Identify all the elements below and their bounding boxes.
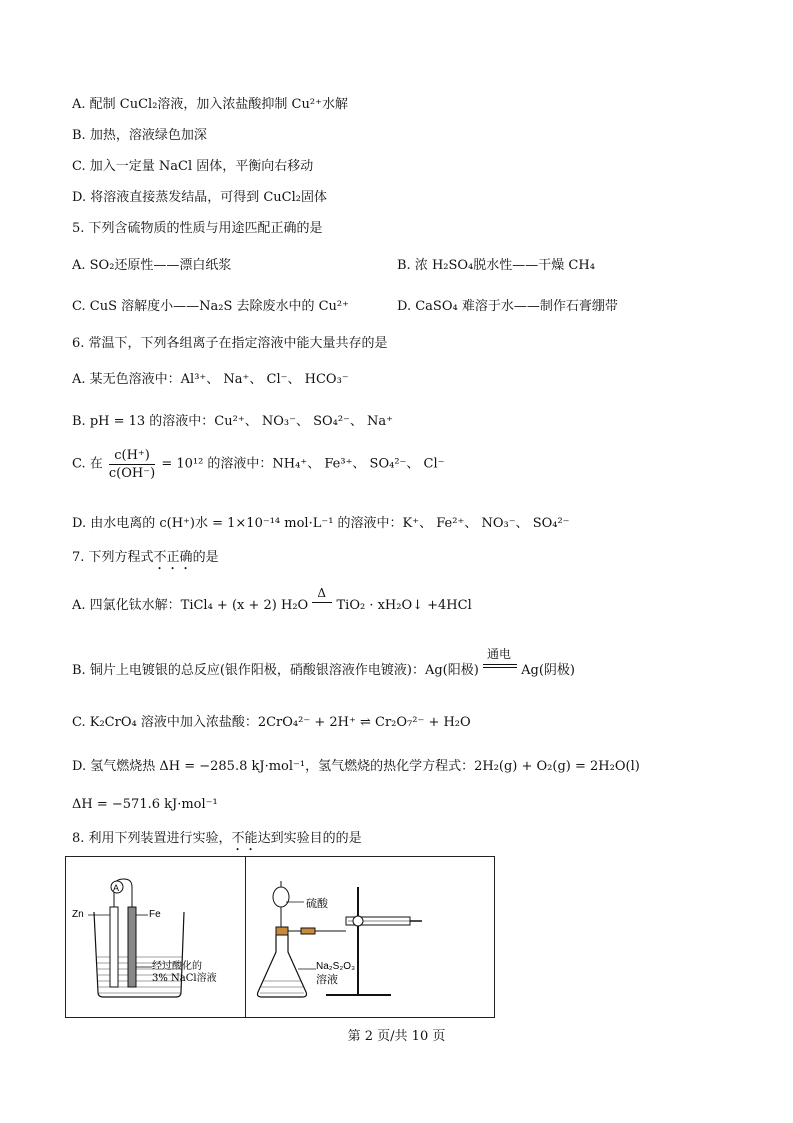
q7-a-reactants: A. 四氯化钛水解：TiCl₄ + (x + 2) H₂O (72, 598, 309, 613)
page-footer: 第 2 页/共 10 页 (347, 1029, 446, 1044)
solution-label-line1: 经过酸化的 (152, 961, 202, 972)
q4-option-b: B. 加热，溶液绿色加深 (72, 128, 207, 143)
q4-option-d: D. 将溶液直接蒸发结晶，可得到 CuCl₂固体 (72, 190, 327, 205)
q7-a-products: TiO₂ · xH₂O↓ +4HCl (336, 598, 472, 613)
q5-option-c: C. CuS 溶解度小——Na₂S 去除废水中的 Cu²⁺ (72, 299, 350, 314)
q6-stem: 6. 常温下，下列各组离子在指定溶液中能大量共存的是 (72, 336, 388, 351)
fe-electrode (128, 907, 136, 987)
q8-stem (72, 830, 362, 854)
q6-c-prefix: C. 在 (72, 456, 103, 472)
q6-option-b: B. pH = 13 的溶液中：Cu²⁺、 NO₃⁻、 SO₄²⁻、 Na⁺ (72, 414, 394, 429)
q5-stem: 5. 下列含硫物质的性质与用途匹配正确的是 (72, 221, 323, 236)
q6-c-suffix: = 10¹² 的溶液中：NH₄⁺、 Fe³⁺、 SO₄²⁻、 Cl⁻ (161, 456, 445, 472)
galvanic-cell-diagram (66, 857, 245, 1017)
q5-option-a: A. SO₂还原性——漂白纸浆 (72, 258, 232, 273)
acid-label: 硫酸 (306, 897, 328, 910)
separatory-funnel (273, 887, 289, 907)
fe-label: Fe (149, 909, 161, 920)
rubber-stopper (276, 927, 288, 935)
solution-label-line2: 3% NaCl溶液 (152, 973, 217, 984)
concentration-ratio-fraction (109, 447, 155, 482)
q4-option-a: A. 配制 CuCl₂溶液，加入浓盐酸抑制 Cu²⁺水解 (72, 97, 348, 112)
reagent-solution-label: 溶液 (316, 973, 338, 986)
q6-option-a: A. 某无色溶液中：Al³⁺、 Na⁺、 Cl⁻、 HCO₃⁻ (72, 372, 349, 387)
q6-option-c (72, 447, 445, 482)
experiment-figure (65, 856, 495, 1018)
q7-stem-emphasis: 不正确 (153, 550, 193, 565)
q7-option-a (72, 586, 472, 615)
q5-option-d: D. CaSO₄ 难溶于水——制作石膏绷带 (397, 299, 618, 314)
zn-label: Zn (72, 909, 84, 920)
ammeter-label: A (113, 883, 120, 893)
q7-option-b (72, 647, 575, 680)
heat-symbol: Δ (317, 586, 327, 600)
heat-condition-arrow (312, 586, 332, 615)
zn-electrode (110, 907, 118, 987)
q5-option-b: B. 浓 H₂SO₄脱水性——干燥 CH₄ (397, 258, 595, 273)
q4-option-c: C. 加入一定量 NaCl 固体，平衡向右移动 (72, 159, 314, 174)
electrolysis-arrow (483, 647, 517, 680)
q8-stem-post: 达到实验目的的是 (257, 831, 362, 846)
q7-b-product: Ag(阴极) (521, 663, 575, 678)
q7-option-c: C. K₂CrO₄ 溶液中加入浓盐酸：2CrO₄²⁻ + 2H⁺ ⇌ Cr₂O₇²⁻ + H₂O (72, 715, 471, 730)
q7-option-d-enthalpy: ΔH = −571.6 kJ·mol⁻¹ (72, 797, 218, 812)
gas-generation-diagram (246, 857, 494, 1017)
fraction-numerator: c(H⁺) (109, 447, 155, 465)
q7-option-d: D. 氢气燃烧热 ΔH = −285.8 kJ·mol⁻¹，氢气燃烧的热化学方程式：2H₂(g) + O₂(g) = 2H₂O(l) (72, 759, 640, 774)
electrolysis-condition: 通电 (486, 647, 511, 661)
q6-option-d: D. 由水电离的 c(H⁺)水 = 1×10⁻¹⁴ mol·L⁻¹ 的溶液中：K⁺、 Fe²⁺、 NO₃⁻、 SO₄²⁻ (72, 516, 570, 531)
q8-stem-emphasis: 不能 (231, 831, 258, 846)
q7-stem (72, 549, 219, 573)
fraction-denominator: c(OH⁻) (108, 466, 156, 481)
conical-flask (258, 935, 307, 997)
reagent-label: Na₂S₂O₃ (316, 961, 356, 972)
q7-stem-pre: 7. 下列方程式 (72, 550, 154, 565)
q8-stem-pre: 8. 利用下列装置进行实验， (72, 831, 232, 846)
q7-b-text: B. 铜片上电镀银的总反应(银作阳极，硝酸银溶液作电镀液)：Ag(阳极) (72, 663, 479, 678)
q7-stem-post: 的是 (192, 550, 219, 565)
